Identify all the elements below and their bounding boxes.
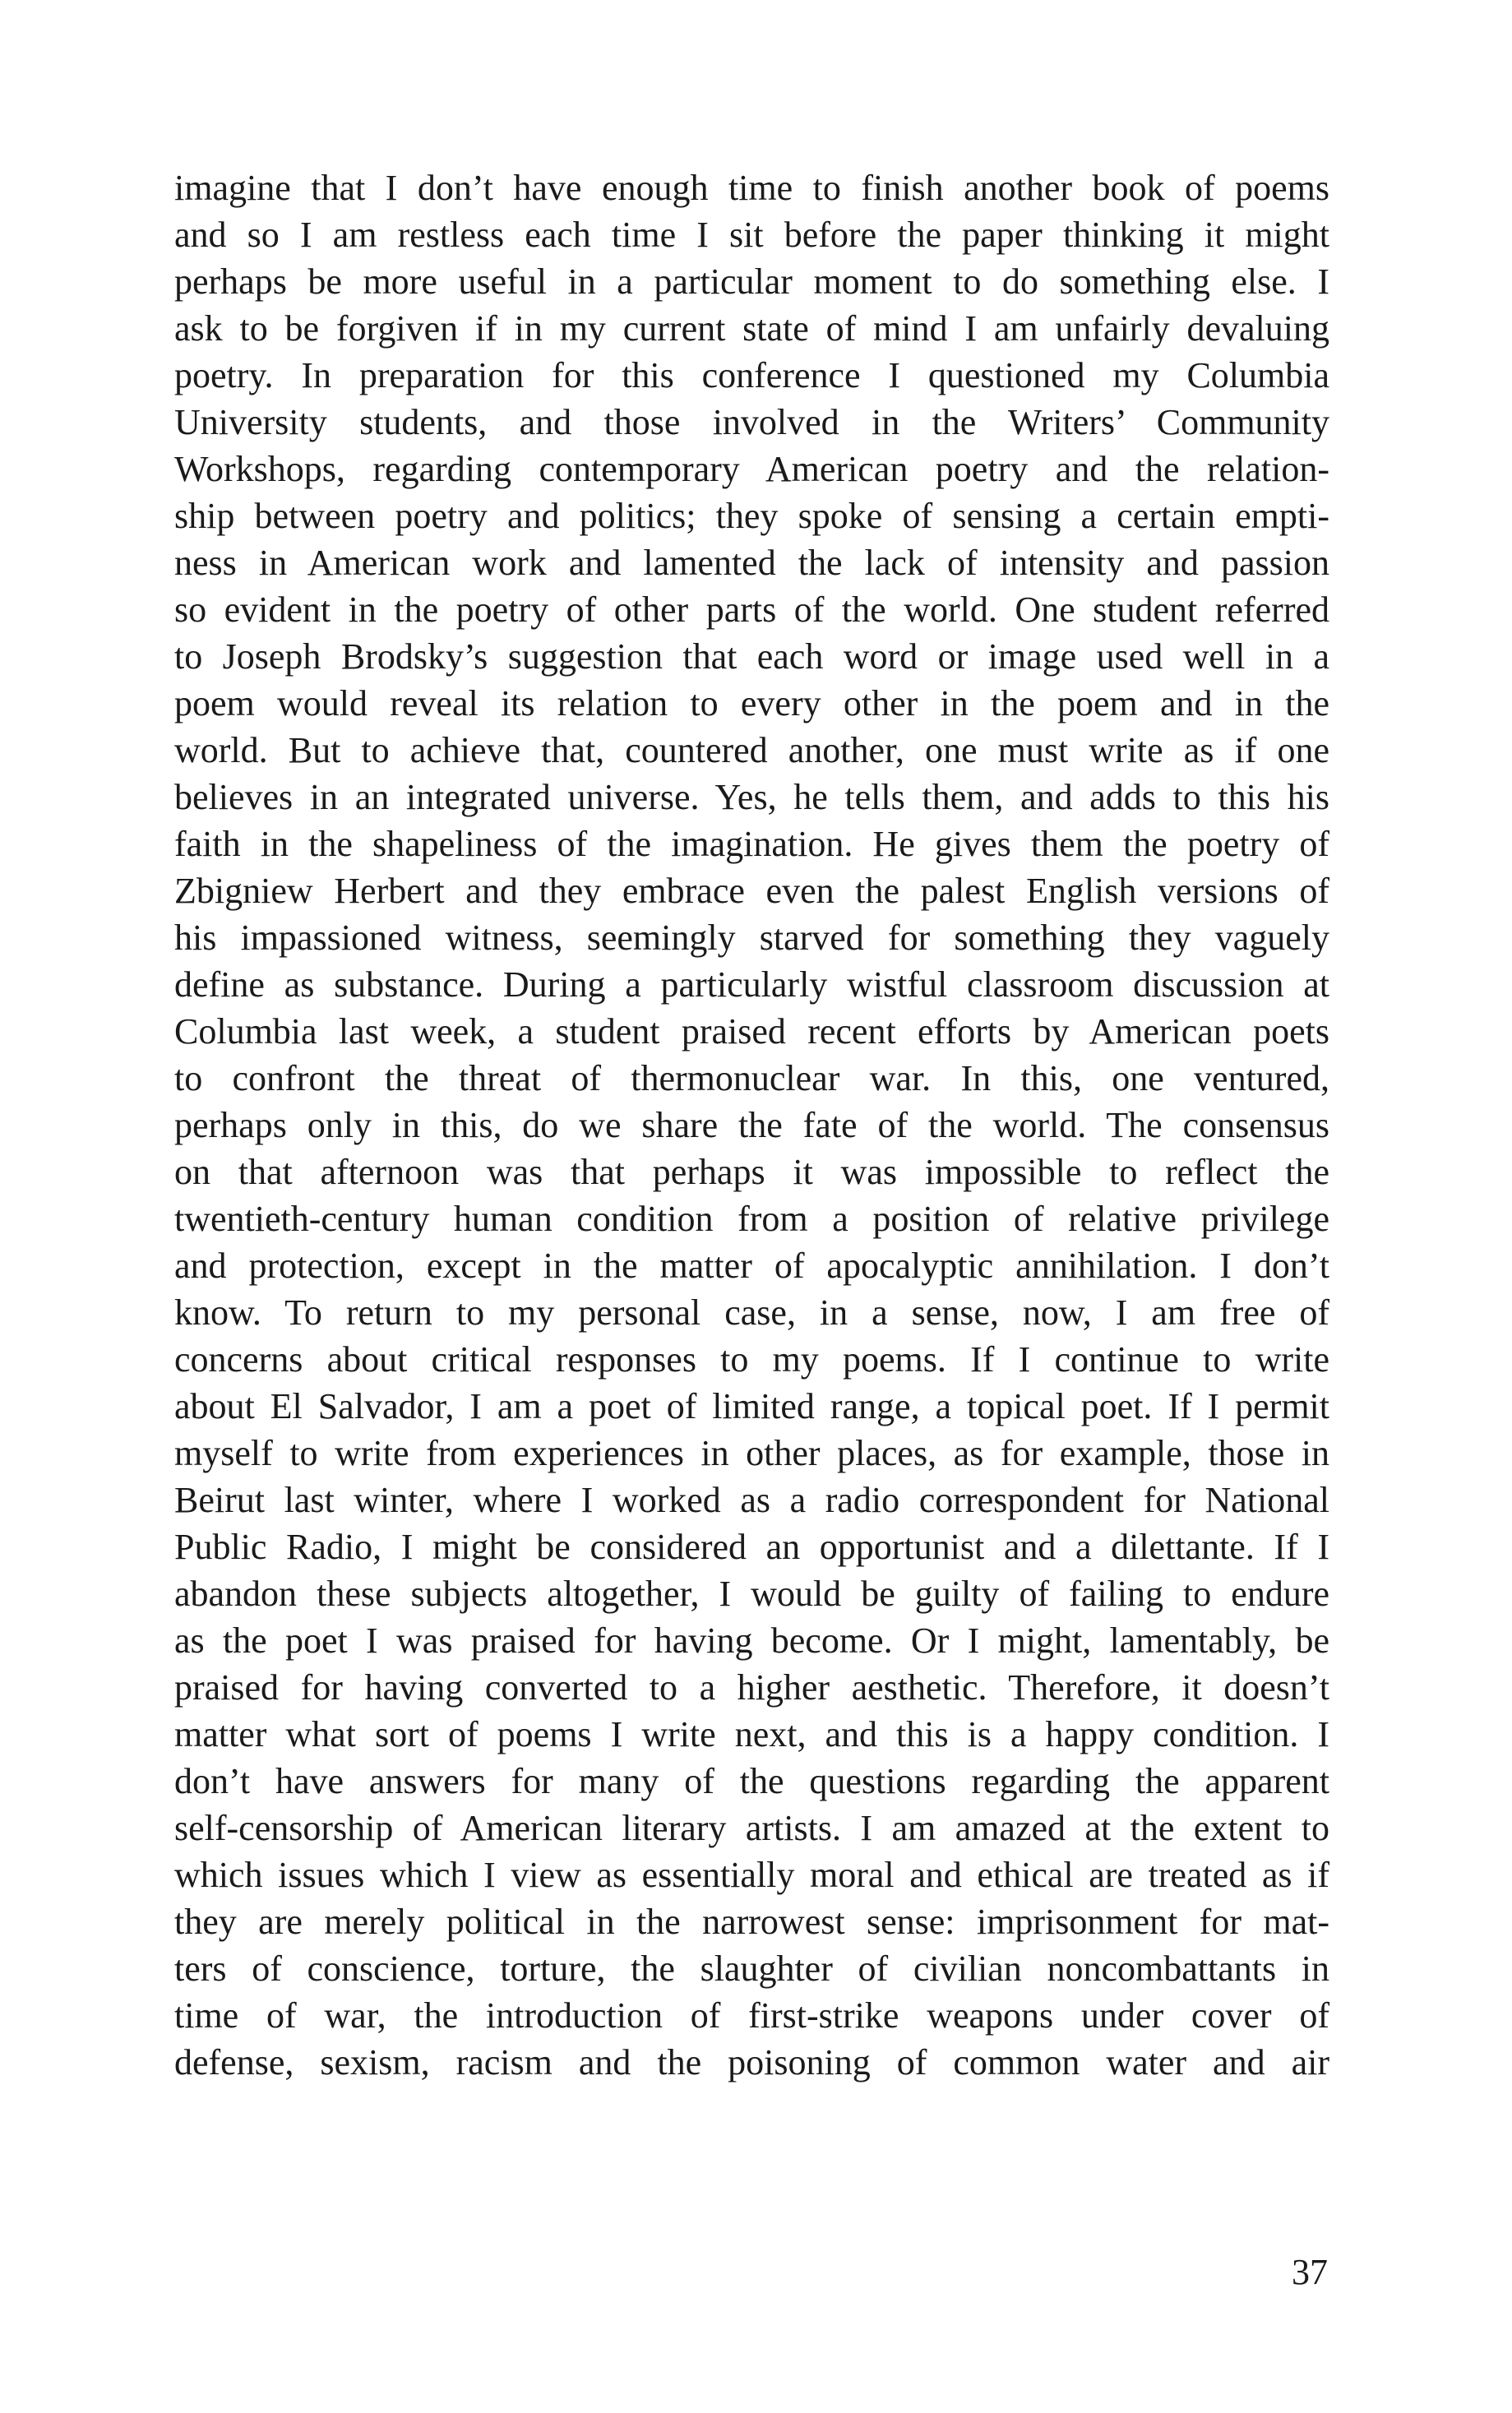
text-line: myself to write from experiences in other places, as for example, those in <box>174 1433 1329 1473</box>
text-line: ask to be forgiven if in my current state of mind I am unfairly devaluing <box>174 308 1329 349</box>
text-line: as the poet I was praised for having become. Or I might, lamentably, be <box>174 1620 1329 1661</box>
body-paragraph <box>174 164 1329 2086</box>
text-line: imagine that I don’t have enough time to finish another book of poems <box>174 168 1329 208</box>
text-line: perhaps only in this, do we share the fate of the world. The consensus <box>174 1105 1329 1145</box>
text-line: his impassioned witness, seemingly starved for something they vaguely <box>174 918 1329 958</box>
text-line: so evident in the poetry of other parts of the world. One student referred <box>174 589 1329 630</box>
text-line: ship between poetry and politics; they spoke of sensing a certain empti- <box>174 496 1329 536</box>
text-line: on that afternoon was that perhaps it was impossible to reflect the <box>174 1152 1329 1192</box>
text-line: to Joseph Brodsky’s suggestion that each word or image used well in a <box>174 636 1329 677</box>
text-line: ness in American work and lamented the lack of intensity and passion <box>174 543 1329 583</box>
text-line: and so I am restless each time I sit before the paper thinking it might <box>174 215 1329 255</box>
text-line: faith in the shapeliness of the imagination. He gives them the poetry of <box>174 824 1329 864</box>
text-line: self-censorship of American literary artists. I am amazed at the extent to <box>174 1808 1329 1848</box>
text-line: praised for having converted to a higher aesthetic. Therefore, it doesn’t <box>174 1667 1329 1708</box>
text-line: know. To return to my personal case, in a sense, now, I am free of <box>174 1292 1329 1333</box>
text-line: believes in an integrated universe. Yes, he tells them, and adds to this his <box>174 777 1329 817</box>
text-line: don’t have answers for many of the questions regarding the apparent <box>174 1761 1329 1801</box>
text-line: ters of conscience, torture, the slaughter of civilian noncombattants in <box>174 1948 1329 1989</box>
text-line: twentieth-century human condition from a position of relative privilege <box>174 1199 1329 1239</box>
text-line: to confront the threat of thermonuclear war. In this, one ventured, <box>174 1058 1329 1098</box>
text-line: defense, sexism, racism and the poisoning of common water and air <box>174 2042 1329 2082</box>
text-line: concerns about critical responses to my poems. If I continue to write <box>174 1339 1329 1380</box>
text-line: poem would reveal its relation to every other in the poem and in the <box>174 683 1329 723</box>
text-line: Public Radio, I might be considered an opportunist and a dilettante. If I <box>174 1527 1329 1567</box>
text-line: define as substance. During a particularly wistful classroom discussion at <box>174 964 1329 1005</box>
text-line: which issues which I view as essentially moral and ethical are treated as if <box>174 1855 1329 1895</box>
text-line: abandon these subjects altogether, I would be guilty of failing to endure <box>174 1574 1329 1614</box>
text-line: about El Salvador, I am a poet of limited range, a topical poet. If I permit <box>174 1386 1329 1426</box>
text-line: they are merely political in the narrowest sense: imprisonment for mat- <box>174 1902 1329 1942</box>
text-line: and protection, except in the matter of apocalyptic annihilation. I don’t <box>174 1246 1329 1286</box>
page-number: 37 <box>1292 2252 1328 2292</box>
text-line: perhaps be more useful in a particular moment to do something else. I <box>174 261 1329 302</box>
text-line: time of war, the introduction of first-strike weapons under cover of <box>174 1995 1329 2036</box>
text-line: Workshops, regarding contemporary American poetry and the relation- <box>174 449 1329 489</box>
text-line: University students, and those involved in the Writers’ Community <box>174 402 1329 442</box>
text-line: Columbia last week, a student praised recent efforts by American poets <box>174 1011 1329 1052</box>
text-line: Beirut last winter, where I worked as a radio correspondent for National <box>174 1480 1329 1520</box>
text-line: poetry. In preparation for this conference I questioned my Columbia <box>174 355 1329 395</box>
text-line: Zbigniew Herbert and they embrace even the palest English versions of <box>174 871 1329 911</box>
text-line: matter what sort of poems I write next, and this is a happy condition. I <box>174 1714 1329 1754</box>
text-line: world. But to achieve that, countered another, one must write as if one <box>174 730 1329 770</box>
